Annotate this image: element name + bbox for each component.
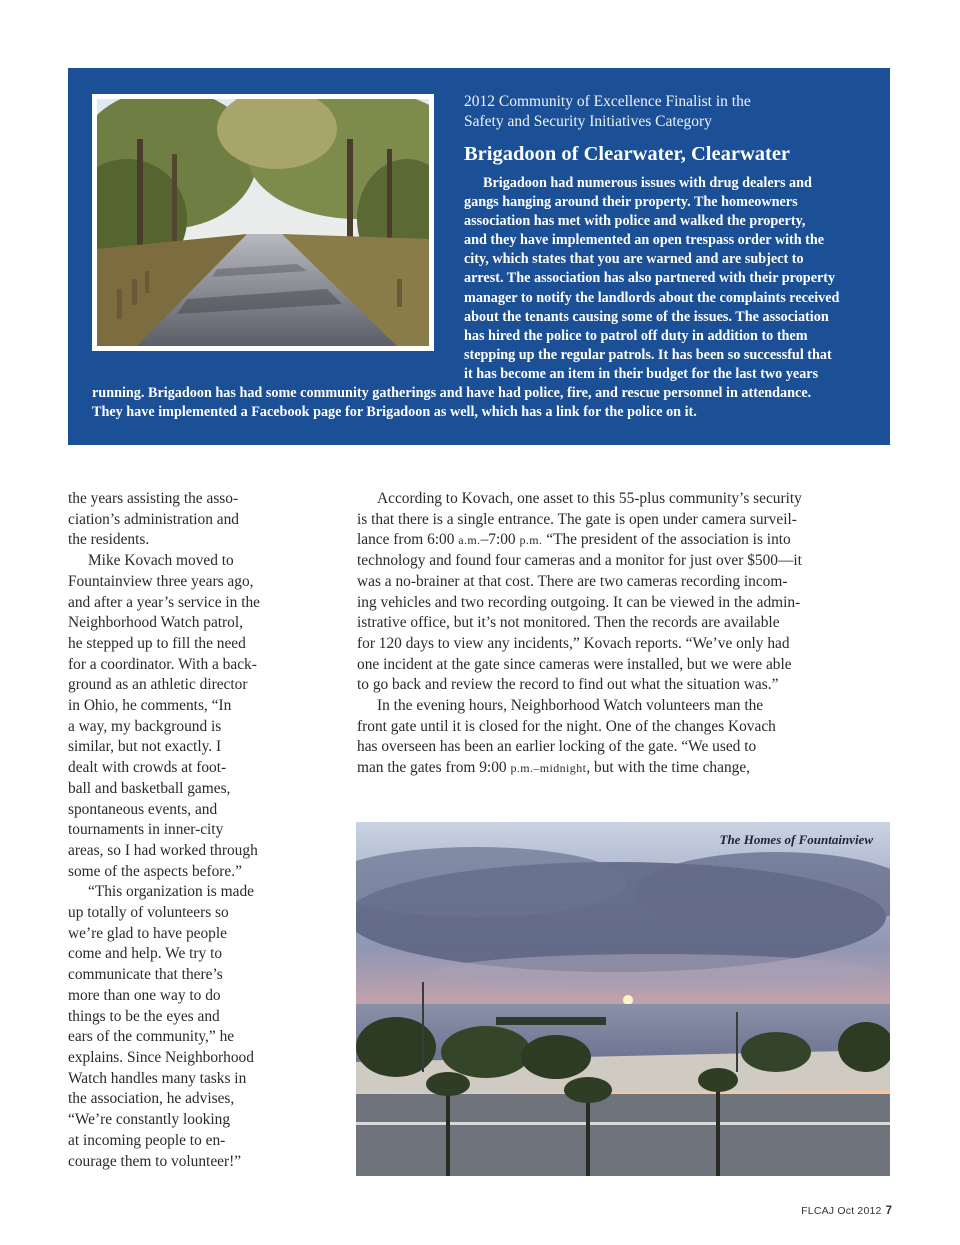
text-line: a way, my background is [68,717,222,735]
text-line: areas, so I had worked through [68,841,258,859]
feature-body-line: association has met with police and walked the property, [464,213,806,230]
text-line: communicate that there’s [68,966,223,984]
text-line: come and help. We try to [68,945,223,963]
feature-body-line: and they have implemented an open trespass order with the [464,232,825,249]
text-line: “This organization is made [88,883,254,901]
photo-caption: The Homes of Fountainview [719,832,873,847]
page-footer [801,1205,892,1217]
text-line: courage them to volunteer!” [68,1152,242,1170]
text-line: up totally of volunteers so [68,904,229,922]
feature-body-line: running. Brigadoon has had some community gatherings and have had police, fire, and rescue personnel in attendance. [92,385,812,402]
text-line: dealt with crowds at foot- [68,759,227,777]
fountainview-sunset-photo [356,822,890,1176]
page-number: 7 [885,1205,892,1217]
text-line: at incoming people to en- [68,1131,226,1149]
text-fragment: “The president of the association is into [542,531,791,549]
text-line: is that there is a single entrance. The gate is open under camera surveil- [357,510,797,528]
text-line: for 120 days to view any incidents,” Kovach reports. “We’ve only had [357,634,790,652]
text-line: has overseen has been an earlier locking of the gate. “We used to [357,738,757,756]
text-line: ciation’s administration and [68,510,239,528]
text-line: some of the aspects before.” [68,862,242,880]
text-line: the association, he advises, [68,1090,235,1108]
text-line: ball and basketball games, [68,779,231,797]
time-range: p.m.–midnight [510,761,587,776]
feature-box [68,68,890,445]
text-line: Watch handles many tasks in [68,1069,247,1087]
text-line: ground as an athletic director [68,676,248,694]
feature-category-line: Safety and Security Initiatives Category [464,113,712,130]
publication-label: FLCAJ Oct 2012 [801,1205,882,1217]
feature-body-line: about the tenants causing some of the issues. The association [464,308,829,325]
text-line: istrative office, but it’s not monitored. Then the records are available [357,614,780,632]
text-line: Mike Kovach moved to [88,552,234,570]
text-line: was a no-brainer at that cost. There are two cameras recording incom- [357,572,788,590]
text-line [357,530,877,551]
text-fragment: –7:00 [480,531,520,549]
text-line: the residents. [68,531,150,549]
text-line: According to Kovach, one asset to this 55-plus community’s security [377,490,802,507]
text-line: more than one way to do [68,986,221,1004]
text-line: in Ohio, he comments, “In [68,697,232,715]
feature-body-line: has hired the police to patrol off duty in addition to them [464,327,808,344]
feature-body-line: it has become an item in their budget for the last two years [464,365,819,382]
text-line: things to be the eyes and [68,1007,220,1025]
time-pm: p.m. [519,533,543,548]
feature-body-line: city, which states that you are warned and are subject to [464,251,804,268]
text-fragment: man the gates from 9:00 [357,759,511,777]
text-line: one incident at the gate since cameras were installed, but we were able [357,655,792,673]
text-line: the years assisting the asso- [68,490,239,507]
text-line: technology and found four cameras and a monitor for just over $500—it [357,552,802,570]
text-line: Neighborhood Watch patrol, [68,614,243,632]
text-line: to go back and review the record to find out what the situation was.” [357,676,779,694]
feature-body-line: Brigadoon had numerous issues with drug dealers and [483,175,812,191]
feature-body-line: They have implemented a Facebook page for Brigadoon as well, which has a link for the police on it. [92,404,697,421]
text-fragment: , but with the time change, [586,759,751,777]
text-line: front gate until it is closed for the night. One of the changes Kovach [357,717,776,735]
text-fragment: lance from 6:00 [357,531,459,549]
feature-title: Brigadoon of Clearwater, Clearwater [464,143,791,165]
text-line: Fountainview three years ago, [68,572,254,590]
feature-category [464,92,874,132]
text-line: and after a year’s service in the [68,593,260,611]
time-am: a.m. [458,533,481,548]
text-line: In the evening hours, Neighborhood Watch volunteers man the [377,697,764,715]
feature-body-line: stepping up the regular patrols. It has been so successful that [464,346,832,363]
feature-body-line: arrest. The association has also partnered with their property [464,270,836,287]
text-line: ing vehicles and two recording outgoing. It can be viewed in the admin- [357,593,801,611]
text-line: similar, but not exactly. I [68,738,222,756]
text-line: explains. Since Neighborhood [68,1048,254,1066]
left-column [68,489,318,1172]
text-line: “We’re constantly looking [68,1111,231,1129]
text-line: we’re glad to have people [68,924,227,942]
text-line [357,758,877,779]
feature-body-line: gangs hanging around their property. The homeowners [464,194,798,211]
feature-body [68,174,890,422]
text-line: he stepped up to fill the need [68,634,246,652]
feature-body-line: manager to notify the landlords about the complaints received [464,289,840,306]
text-line: ears of the community,” he [68,1028,235,1046]
text-line: for a coordinator. With a back- [68,655,257,673]
text-line: spontaneous events, and [68,800,218,818]
text-line: tournaments in inner-city [68,821,224,839]
feature-category-line: 2012 Community of Excellence Finalist in the [464,93,751,110]
right-column [357,489,877,779]
